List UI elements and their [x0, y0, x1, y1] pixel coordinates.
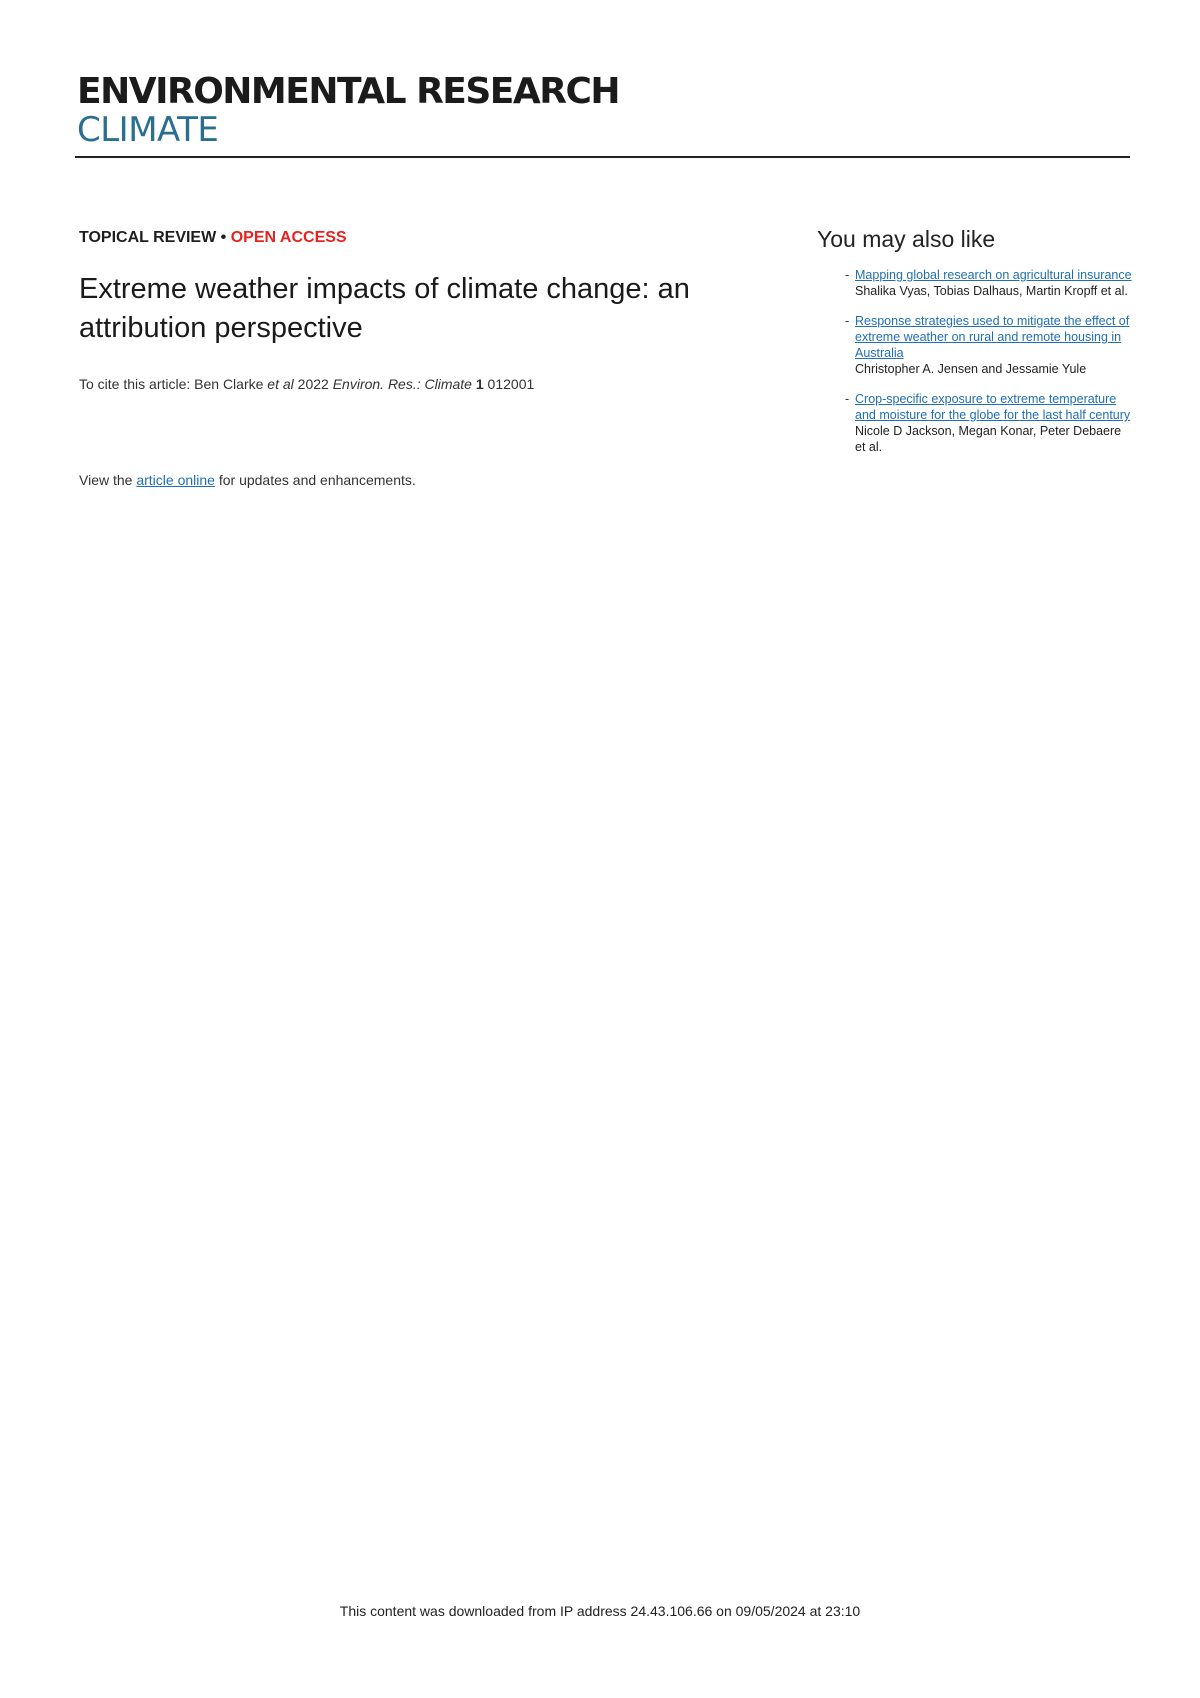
view-online-prefix: View the — [79, 472, 137, 488]
citation-article-number: 012001 — [483, 376, 535, 392]
open-access-badge: OPEN ACCESS — [230, 229, 347, 246]
citation-line — [79, 376, 534, 392]
view-online-line — [79, 472, 416, 488]
view-online-suffix: for updates and enhancements. — [214, 472, 416, 488]
related-article-item — [817, 267, 1132, 299]
article-title: Extreme weather impacts of climate change: an attribution perspective — [79, 273, 690, 344]
list-dash: - — [845, 268, 850, 282]
citation-volume: 1 — [475, 376, 484, 392]
citation-et-al: et al — [267, 376, 294, 392]
list-dash: - — [845, 392, 850, 406]
masthead-line2: CLIMATE — [77, 110, 219, 150]
related-article-link-3[interactable]: Crop-specific exposure to extreme temperature and moisture for the globe for the last half century — [855, 392, 1131, 422]
article-type-label: TOPICAL REVIEW — [79, 229, 217, 246]
masthead-divider — [75, 156, 1130, 158]
related-articles-sidebar — [817, 226, 1132, 469]
article-type-separator: • — [216, 229, 231, 246]
journal-masthead — [77, 72, 619, 148]
citation-year: 2022 — [293, 376, 333, 392]
sidebar-heading: You may also like — [817, 226, 996, 252]
related-article-authors: Christopher A. Jensen and Jessamie Yule — [855, 362, 1087, 376]
related-article-item — [817, 313, 1132, 377]
masthead-line1: ENVIRONMENTAL RESEARCH — [77, 71, 620, 112]
download-notice: This content was downloaded from IP address 24.43.106.66 on 09/05/2024 at 23:10 — [339, 1603, 861, 1619]
article-type-line — [79, 229, 347, 247]
related-article-link-1[interactable]: Mapping global research on agricultural insurance — [855, 268, 1132, 282]
related-article-item — [817, 391, 1132, 455]
article-online-link[interactable]: article online — [136, 472, 215, 488]
citation-prefix: To cite this article: Ben Clarke — [79, 376, 268, 392]
citation-journal: Environ. Res.: Climate — [332, 376, 472, 392]
related-article-authors: Shalika Vyas, Tobias Dalhaus, Martin Kropff et al. — [855, 284, 1128, 298]
related-article-authors: Nicole D Jackson, Megan Konar, Peter Debaere et al. — [855, 424, 1122, 454]
related-article-link-2[interactable]: Response strategies used to mitigate the effect of extreme weather on rural and remote housing in Australia — [855, 314, 1130, 360]
list-dash: - — [845, 314, 850, 328]
related-articles-list — [817, 267, 1132, 455]
